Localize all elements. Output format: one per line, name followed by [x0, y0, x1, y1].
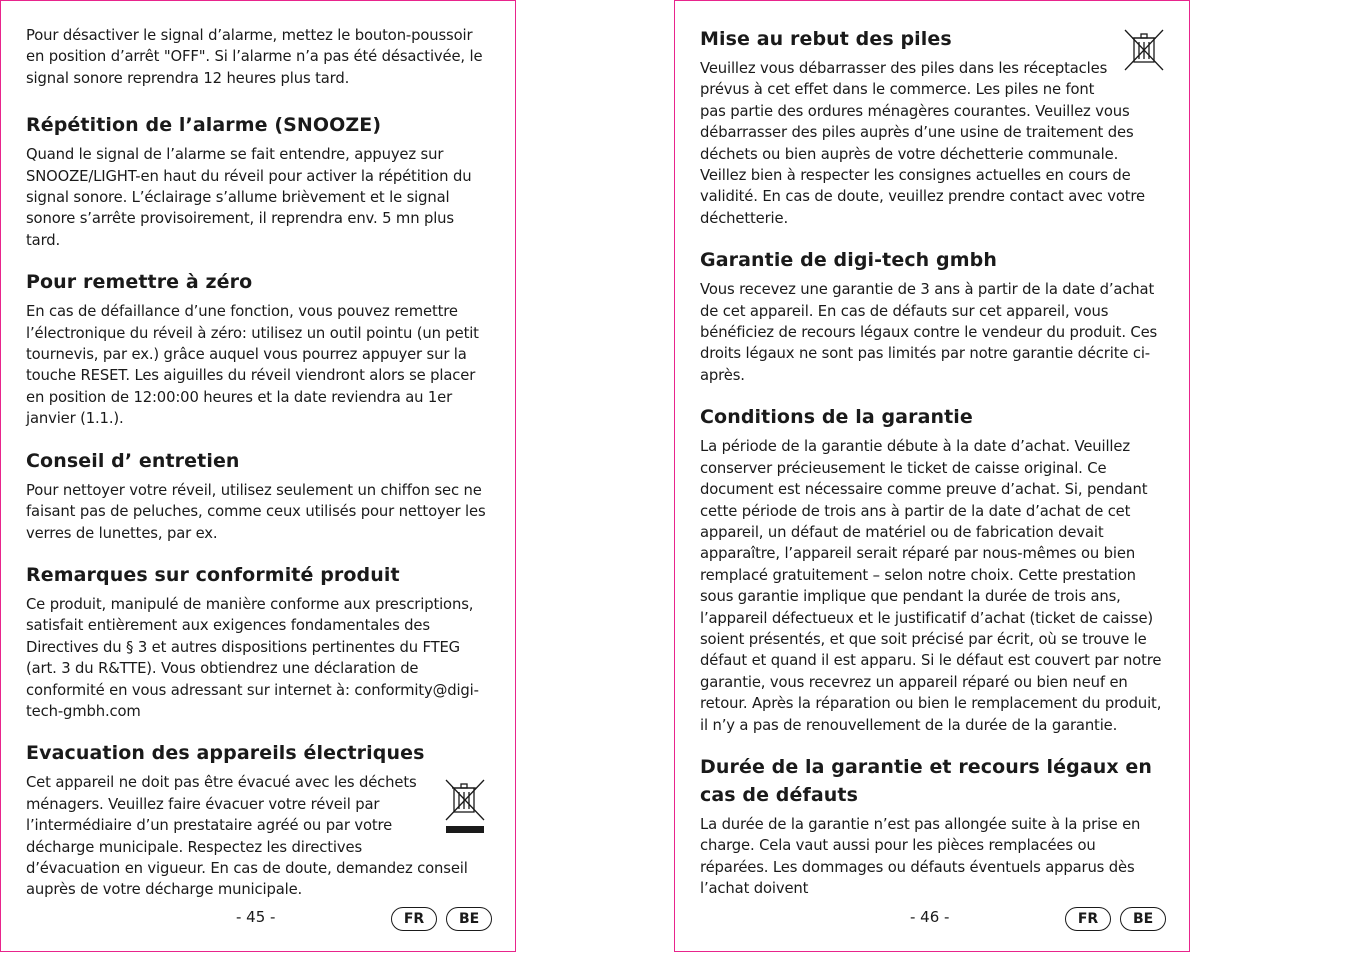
section-title: Remarques sur conformité produit [26, 563, 400, 586]
badge-be: BE [1120, 907, 1166, 931]
badge-fr: FR [391, 907, 437, 931]
section-body: La période de la garantie débute à la date d’achat. Veuillez conserver précieusement le ticket de caisse original. Ce document est nécessaire comme preuve d’achat. Si, pendant cette période de trois ans à partir de la date d’achat de cet appareil, un défaut de matériel ou de fabrication devait apparaître, l’appareil serait réparé par nous-mêmes ou bien remplacé gratuitement – selon notre choix. Cette prestation sous garantie implique que pendant la durée de trois ans, l’appareil défectueux et le justificatif d’achat (ticket de caisse) soient présentés, et que soit précisé par écrit, où se trouve le défaut et quand il est apparu. Si le défaut est couvert par notre garantie, vous recevrez un appareil réparé ou bien neuf en retour. Après la réparation ou bien le remplacement du produit, il n’y a pas de renouvellement de la durée de la garantie. [700, 438, 1162, 734]
left-page-content [26, 25, 488, 918]
badge-fr: FR [1065, 907, 1111, 931]
section-body: Pour nettoyer votre réveil, utilisez seulement un chiffon sec ne faisant pas de peluches, comme ceux utilisés pour nettoyer les verres de lunettes, par ex. [26, 481, 486, 542]
section-battery-disposal [700, 25, 1166, 229]
section-care [26, 447, 488, 544]
section-title: Répétition de l’alarme (SNOOZE) [26, 114, 382, 137]
lead-paragraph: Pour désactiver le signal d’alarme, mettez le bouton-poussoir en position d’arrêt "OFF". Si l’alarme n’a pas été désactivée, le signal sonore reprendra 12 heures plus tard. [26, 27, 483, 87]
section-warranty [700, 246, 1166, 386]
page-footer [1, 905, 515, 935]
right-page-content [700, 25, 1166, 917]
section-title: Mise au rebut des piles [700, 28, 952, 50]
section-title: Durée de la garantie et recours légaux en cas de défauts [700, 755, 1153, 806]
section-warranty-duration [700, 753, 1166, 900]
page-number: - 45 - [236, 908, 276, 926]
weee-crossed-bin-icon [442, 776, 488, 840]
section-body: Ce produit, manipulé de manière conforme aux prescriptions, satisfait entièrement aux exigences fondamentales des Directives du § 3 et autres dispositions pertinentes du FTEG (art. 3 du R&TTE). Vous obtiendrez une déclaration de conformité en vous adressant sur internet à: conformity@digi-tech-gmbh.com [26, 595, 479, 720]
section-body: Veuillez vous débarrasser des piles dans les réceptacles prévus à cet effet dans le commerce. Les piles ne font pas partie des ordures ménagères courantes. Veuillez vous débarrasser des piles auprès d’une usine de traitement des déchets ou bien auprès de votre déchetterie communale. Veillez bien à respecter les consignes actuelles en cours de validité. En cas de doute, veuillez prendre contact avec votre déchetterie. [700, 60, 1145, 227]
section-warranty-conditions [700, 403, 1166, 736]
section-title: Conditions de la garantie [700, 406, 973, 429]
section-snooze [26, 111, 488, 251]
page-footer [675, 905, 1189, 935]
crossed-bin-icon [1122, 27, 1166, 77]
section-body: En cas de défaillance d’une fonction, vous pouvez remettre l’électronique du réveil à zéro: utilisez un outil pointu (un petit tournevis, par ex.) grâce auquel vous pourrez appuyer sur la touche RESET. Les aiguilles du réveil viendront alors se placer en position de 12:00:00 heures et la date reviendra au 1er janvier (1.1.). [26, 303, 479, 428]
section-title: Garantie de digi-tech gmbh [700, 249, 997, 272]
section-title: Pour remettre à zéro [26, 271, 253, 294]
section-reset [26, 268, 488, 429]
section-conformity [26, 561, 488, 722]
section-body: La durée de la garantie n’est pas allongée suite à la prise en charge. Cela vaut aussi pour les pièces remplacées ou réparées. Les dommages ou défauts éventuels apparus dès l’achat doivent [700, 815, 1141, 898]
section-disposal-electric [26, 739, 488, 900]
language-badges [1065, 907, 1170, 931]
section-body: Cet appareil ne doit pas être évacué avec les déchets ménagers. Veuillez faire évacuer votre réveil par l’intermédiaire d’un prestataire agréé ou par votre décharge municipale. Respectez les directives d’évacuation en vigueur. En cas de doute, demandez conseil auprès de votre décharge municipale. [26, 774, 468, 899]
section-body: Vous recevez une garantie de 3 ans à partir de la date d’achat de cet appareil. En cas de défauts sur cet appareil, vous bénéficiez de recours légaux contre le vendeur du produit. Ces droits légaux ne sont pas limités par notre garantie décrite ci-après. [700, 281, 1158, 384]
badge-be: BE [446, 907, 492, 931]
language-badges [391, 907, 496, 931]
section-title: Conseil d’ entretien [26, 449, 240, 472]
section-body: Quand le signal de l’alarme se fait entendre, appuyez sur SNOOZE/LIGHT-en haut du réveil pour activer la répétition du signal sonore. L’éclairage s’allume brièvement et le signal sonore s’arrête provisoirement, il reprendra env. 5 mn plus tard. [26, 146, 472, 249]
left-page [0, 0, 516, 952]
page-number: - 46 - [910, 908, 950, 926]
section-title: Evacuation des appareils électriques [26, 742, 425, 765]
right-page [674, 0, 1190, 952]
